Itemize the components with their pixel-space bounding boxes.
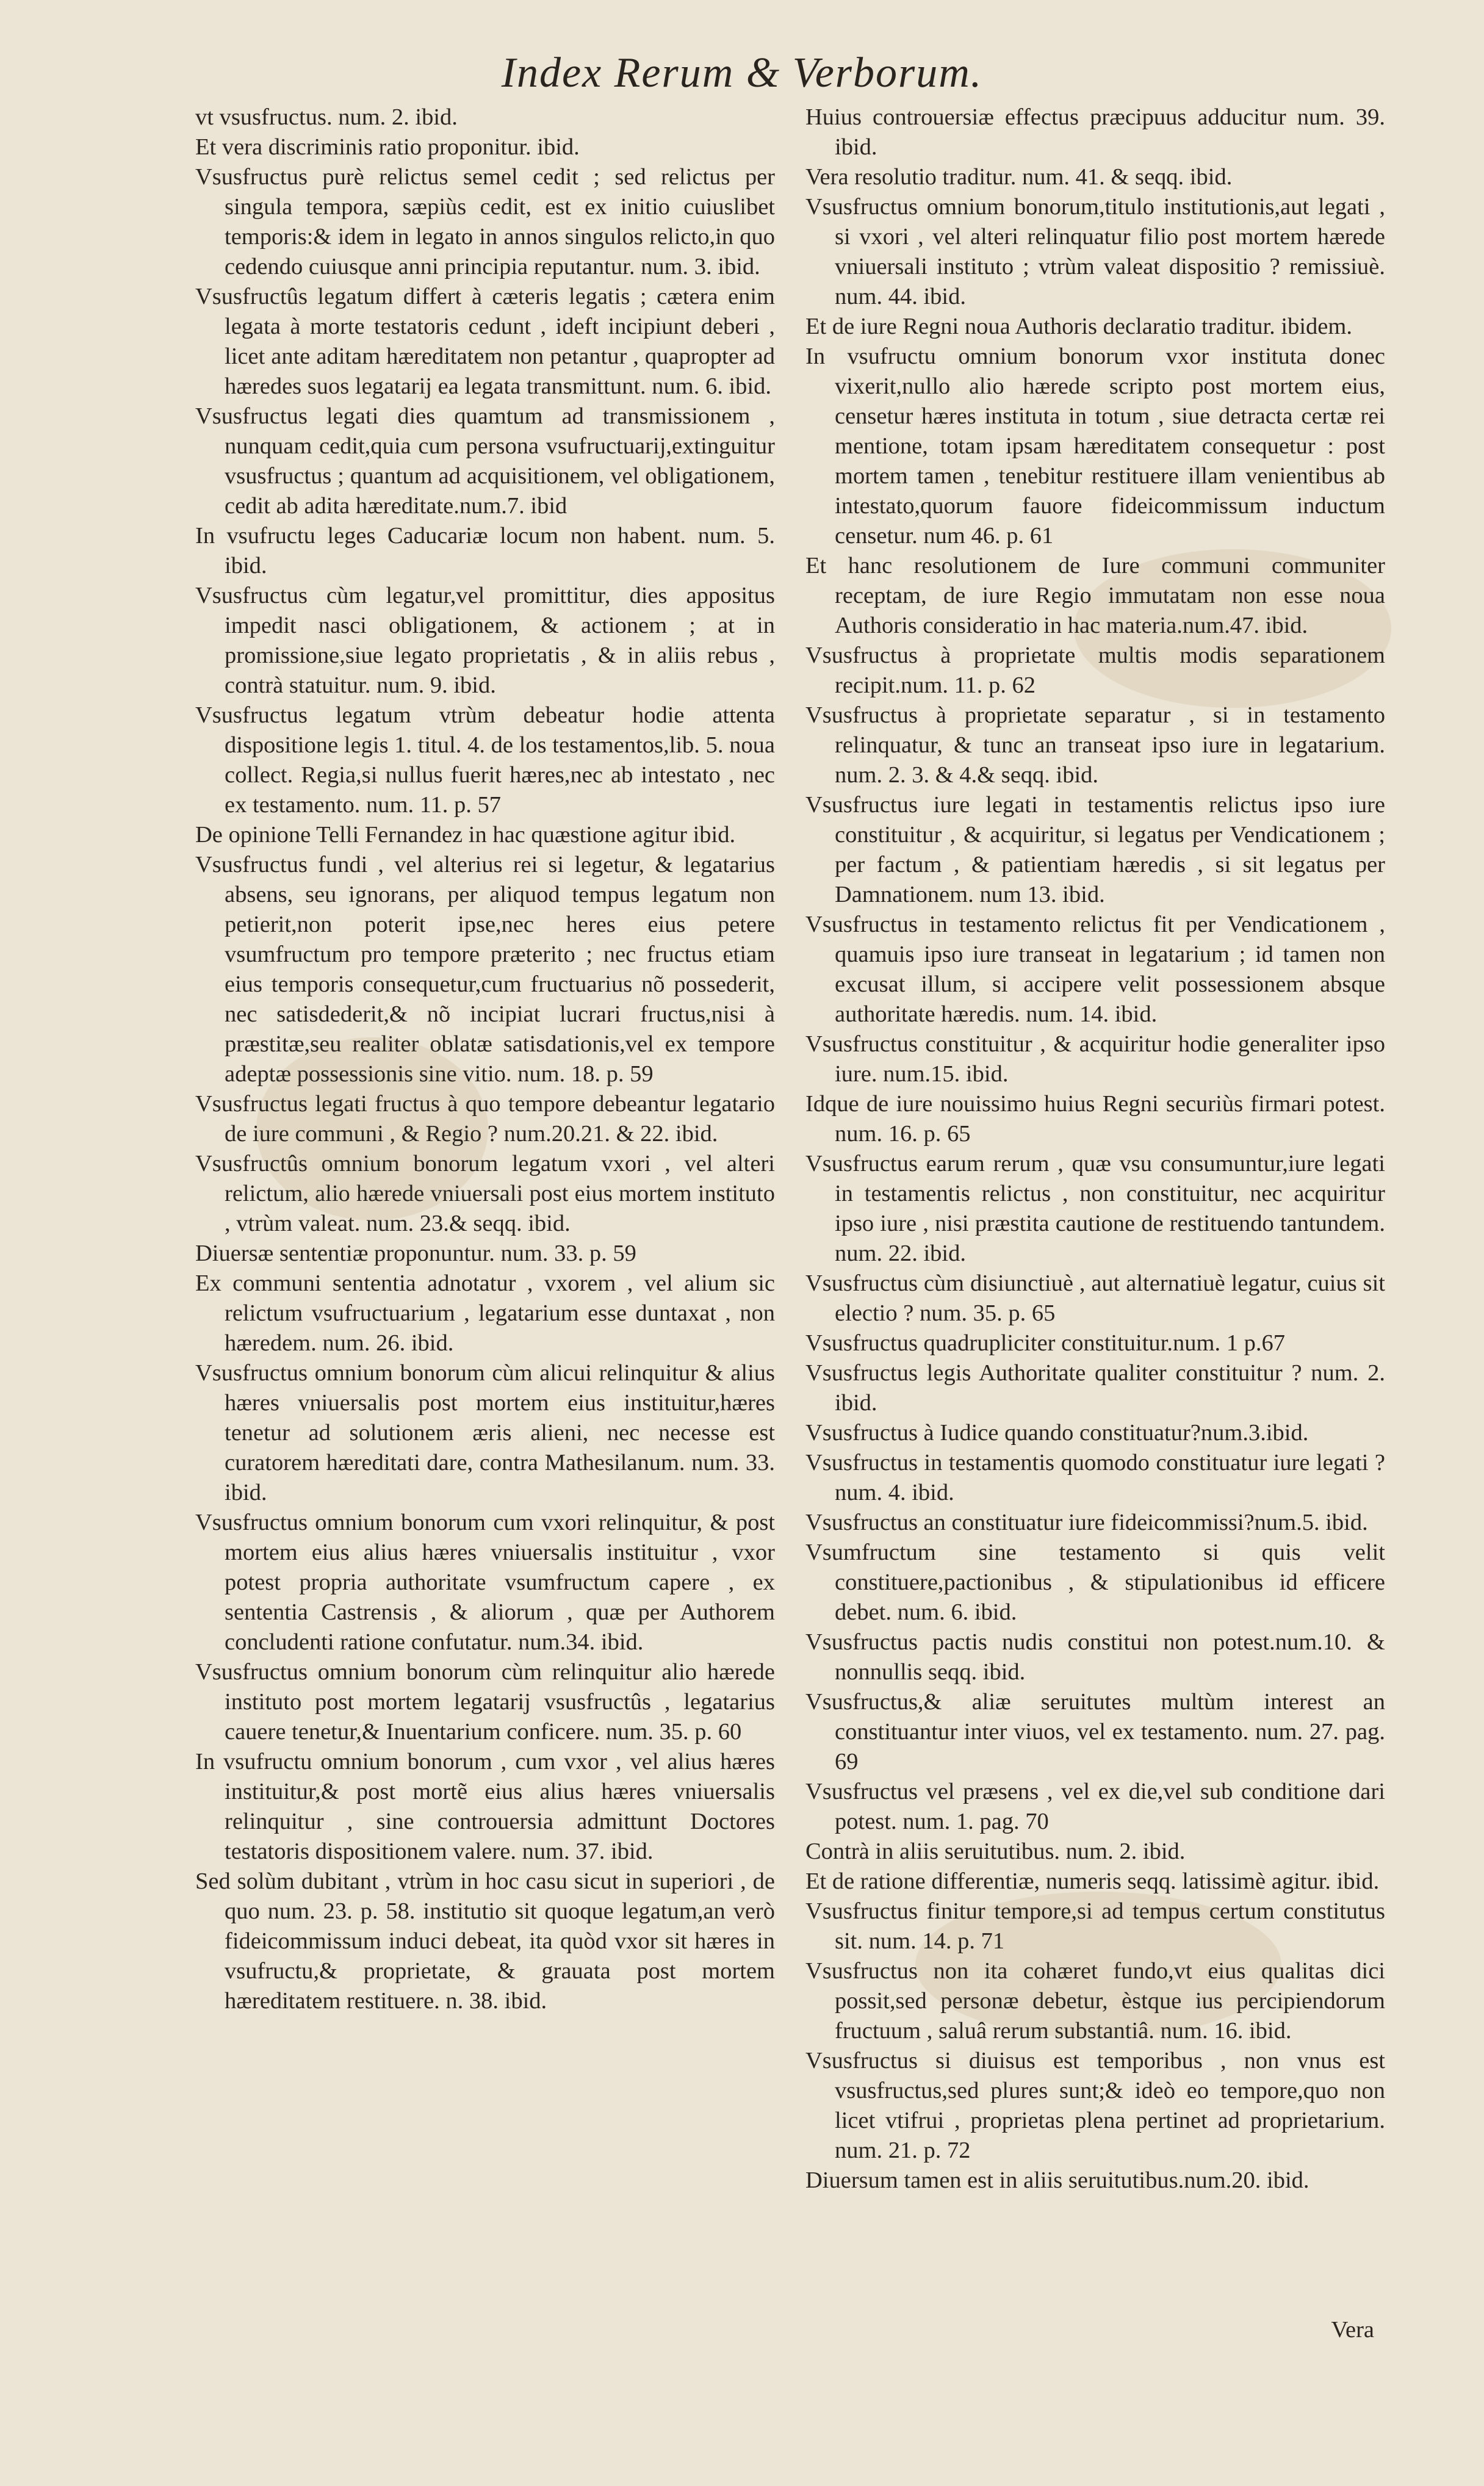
index-entry: Et de iure Regni noua Authoris declaratio traditur. ibidem. [805, 314, 1352, 339]
index-entry: Vsusfructus fundi , vel alterius rei si legetur, & legatarius absens, seu ignorans, per aliquod tempus legatum non petierit,non poterit ipse,nec heres eius petere vsumfructum pro tempore præterito ; nec fructus etiam eius temporis consequetur,cum fructuarius nõ possederit, nec satisdederit,& nõ incipiat lucrari fructus,nisi à præstitæ,seu realiter oblatæ satisdationis,vel ex tempore adeptæ possessionis sine vitio. num. 18. p. 59 [195, 852, 775, 1087]
index-entry: Vsusfructus pactis nudis constitui non potest.num.10. & nonnullis seqq. ibid. [805, 1629, 1385, 1685]
index-entry: Vsusfructus legati dies quamtum ad transmissionem , nunquam cedit,quia cum persona vsufructuarij,extinguitur vsusfructus ; quantum ad acquisitionem, vel obligationem, cedit ab adita hæreditate.num.7. ibid [195, 403, 775, 519]
index-entry: Vsusfructus legis Authoritate qualiter constituitur ? num. 2. ibid. [805, 1360, 1385, 1416]
index-entry: Vsusfructus quadrupliciter constituitur.num. 1 p.67 [805, 1330, 1285, 1356]
index-entry: Vsusfructus omnium bonorum,titulo institutionis,aut legati , si vxori , vel alteri relinquatur filio post mortem hærede vniuersali instituto ; vtrùm valeat dispositio ? remissiuè. num. 44. ibid. [805, 194, 1385, 309]
index-entry: Vsusfructus omnium bonorum cum vxori relinquitur, & post mortem eius alius hæres vniuersalis instituitur , vxor potest propria authoritate vsumfructum capere , ex sententia Castrensis , & aliorum , quæ per Authorem concludenti ratione confutatur. num.34. ibid. [195, 1510, 775, 1655]
index-entry: Vsusfructus à Iudice quando constituatur?num.3.ibid. [805, 1420, 1309, 1446]
index-entry: Vsusfructus non ita cohæret fundo,vt eius qualitas dici possit,sed personæ debetur, èstque ius percipiendorum fructuum , saluâ rerum substantiâ. num. 16. ibid. [805, 1958, 1385, 2044]
index-entry: Et hanc resolutionem de Iure communi communiter receptam, de iure Regio immutatam non esse noua Authoris consideratio in hac materia.num.47. ibid. [805, 553, 1385, 638]
index-entry: Vsusfructus vel præsens , vel ex die,vel sub conditione dari potest. num. 1. pag. 70 [805, 1779, 1385, 1834]
index-entry: Sed solùm dubitant , vtrùm in hoc casu sicut in superiori , de quo num. 23. p. 58. institutio sit quoque legatum,an verò fideicommissum induci debeat, ita quòd vxor sit hæres in vsufructu,& proprietate, & grauata post mortem hæreditatem restituere. n. 38. ibid. [195, 1868, 775, 2014]
index-entry: Et vera discriminis ratio proponitur. ibid. [195, 134, 580, 160]
index-entry: Diuersum tamen est in aliis seruitutibus.num.20. ibid. [805, 2167, 1309, 2193]
index-entry: Vsusfructus si diuisus est temporibus , non vnus est vsusfructus,sed plures sunt;& ideò eo tempore,quo non licet vtifrui , proprietas plena pertinet ad proprietarium. num. 21. p. 72 [805, 2048, 1385, 2163]
index-entry: vt vsusfructus. num. 2. ibid. [195, 104, 458, 130]
index-entry: Vsusfructus omnium bonorum cùm relinquitur alio hærede instituto post mortem legatarij vsusfructûs , legatarius cauere tenetur,& Inuentarium conficere. num. 35. p. 60 [195, 1659, 775, 1745]
right-column [805, 103, 1385, 2196]
index-entry: Vsusfructus earum rerum , quæ vsu consumuntur,iure legati in testamentis relictus , non constituitur, nec acquiritur ipso iure , nisi præstita cautione de restituendo tantundem. num. 22. ibid. [805, 1151, 1385, 1266]
catchword: Vera [1331, 2317, 1374, 2343]
index-entry: Huius controuersiæ effectus præcipuus adducitur num. 39. ibid. [805, 104, 1385, 160]
index-entry: Vsusfructûs legatum differt à cæteris legatis ; cætera enim legata à morte testatoris cedunt , ideft incipiunt deberi , licet ante aditam hæreditatem non petantur , quapropter ad hæredes suos legatarij ea legata transmittunt. num. 6. ibid. [195, 284, 775, 399]
index-entry: Diuersæ sententiæ proponuntur. num. 33. p. 59 [195, 1241, 636, 1266]
index-entry: Ex communi sententia adnotatur , vxorem , vel alium sic relictum vsufructuarium , legatarium esse duntaxat , non hæredem. num. 26. ibid. [195, 1270, 775, 1356]
index-entry: Vsusfructus legati fructus à quo tempore debeantur legatario de iure communi , & Regio ? num.20.21. & 22. ibid. [195, 1091, 775, 1147]
index-entry: Vsusfructus à proprietate multis modis separationem recipit.num. 11. p. 62 [805, 643, 1385, 698]
index-entry: Vsusfructus purè relictus semel cedit ; sed relictus per singula tempora, sæpiùs cedit, est ex initio cuiuslibet temporis:& idem in legato in annos singulos relicto,in quo cedendo cuiusque anni principia reputantur. num. 3. ibid. [195, 164, 775, 279]
page-header: Index Rerum & Verborum. [501, 49, 983, 96]
index-entry: Vsusfructus in testamentis quomodo constituatur iure legati ? num. 4. ibid. [805, 1450, 1385, 1505]
index-entry: In vsufructu omnium bonorum vxor instituta donec vixerit,nullo alio hærede scripto post mortem eius, censetur hæres instituta in totum , siue detracta certæ rei mentione, totam ipsam hæreditatem consequetur : post mortem tamen , tenebitur restituere illam venientibus ab intestato,quorum fauore fideicommissum inductum censetur. num 46. p. 61 [805, 344, 1385, 549]
index-entry: Vsusfructus an constituatur iure fideicommissi?num.5. ibid. [805, 1510, 1368, 1535]
index-entry: Vsusfructus iure legati in testamentis relictus ipso iure constituitur , & acquiritur, si legatus per Vendicationem ; per factum , & patientiam hæredis , si sit legatus per Damnationem. num 13. ibid. [805, 792, 1385, 907]
index-entry: Contrà in aliis seruitutibus. num. 2. ibid. [805, 1839, 1186, 1864]
index-entry: Vsusfructus cùm legatur,vel promittitur, dies appositus impedit nasci obligationem, & actionem ; at in promissione,siue legato proprietatis , & in aliis rebus , contrà statuitur. num. 9. ibid. [195, 583, 775, 698]
index-entry: In vsufructu leges Caducariæ locum non habent. num. 5. ibid. [195, 523, 775, 578]
index-entry: Et de ratione differentiæ, numeris seqq. latissimè agitur. ibid. [805, 1868, 1380, 1894]
index-entry: In vsufructu omnium bonorum , cum vxor , vel alius hæres instituitur,& post mortẽ eius alius hæres vniuersalis relinquitur , sine controuersia admittunt Doctores testatoris dispositionem valere. num. 37. ibid. [195, 1749, 775, 1864]
index-entry: Vsusfructus constituitur , & acquiritur hodie generaliter ipso iure. num.15. ibid. [805, 1031, 1385, 1087]
index-entry: De opinione Telli Fernandez in hac quæstione agitur ibid. [195, 822, 736, 848]
index-entry: Vsusfructus omnium bonorum cùm alicui relinquitur & alius hæres vniuersalis post mortem eius instituitur,hæres tenetur ad solutionem æris alieni, nec necesse est curatorem hæreditati dare, contra Mathesilanum. num. 33. ibid. [195, 1360, 775, 1505]
index-entry: Vsusfructûs omnium bonorum legatum vxori , vel alteri relictum, alio hærede vniuersali post eius mortem instituto , vtrùm valeat. num. 23.& seqq. ibid. [195, 1151, 775, 1236]
index-entry: Vera resolutio traditur. num. 41. & seqq. ibid. [805, 164, 1233, 190]
index-entry: Vsumfructum sine testamento si quis velit constituere,pactionibus , & stipulationibus id efficere debet. num. 6. ibid. [805, 1540, 1385, 1625]
index-entry: Vsusfructus finitur tempore,si ad tempus certum constitutus sit. num. 14. p. 71 [805, 1898, 1385, 1954]
index-entry: Idque de iure nouissimo huius Regni securiùs firmari potest. num. 16. p. 65 [805, 1091, 1385, 1147]
index-entry: Vsusfructus cùm disiunctiuè , aut alternatiuè legatur, cuius sit electio ? num. 35. p. 65 [805, 1270, 1385, 1326]
left-column [195, 103, 775, 2016]
index-entry: Vsusfructus à proprietate separatur , si in testamento relinquatur, & tunc an transeat ipso iure in legatarium. num. 2. 3. & 4.& seqq. ibid. [805, 702, 1385, 788]
index-entry: Vsusfructus in testamento relictus fit per Vendicationem , quamuis ipso iure transeat in legatarium ; id tamen non excusat illum, si accipere velit possessionem absque authoritate hæredis. num. 14. ibid. [805, 912, 1385, 1027]
index-entry: Vsusfructus,& aliæ seruitutes multùm interest an constituantur inter viuos, vel ex testamento. num. 27. pag. 69 [805, 1689, 1385, 1774]
index-entry: Vsusfructus legatum vtrùm debeatur hodie attenta dispositione legis 1. titul. 4. de los testamentos,lib. 5. noua collect. Regia,si nullus fuerit hæres,nec ab intestato , nec ex testamento. num. 11. p. 57 [195, 702, 775, 818]
